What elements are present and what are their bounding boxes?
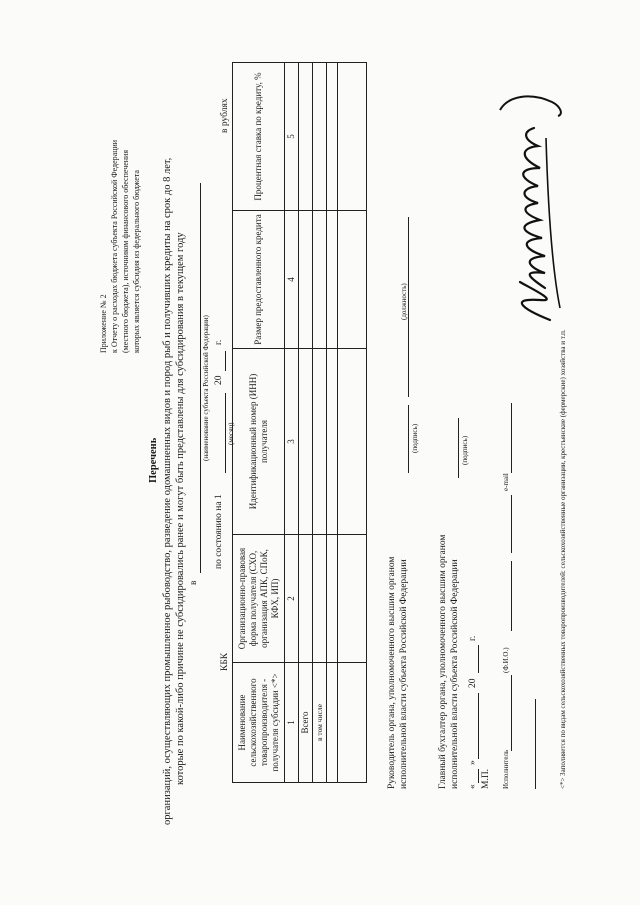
table-cell (299, 535, 313, 663)
table-cell (299, 63, 313, 211)
col-header-5: Процентная ставка по кредиту, % (233, 63, 285, 211)
table-cell (338, 535, 367, 663)
table-cell (338, 63, 367, 211)
executor-name-line (511, 675, 512, 751)
footnote-separator (535, 699, 536, 789)
date-close-quote: » (468, 760, 478, 765)
region-line (200, 183, 201, 573)
seal-placeholder: М.П. (481, 768, 491, 789)
col-number-5: 5 (285, 63, 299, 211)
col-number-3: 3 (285, 349, 299, 535)
month-line (225, 393, 226, 473)
col-header-1: Наименование сельскохозяйственного товаропроизводителя - получателя субсидии <*> (233, 663, 285, 783)
col-number-1: 1 (285, 663, 299, 783)
footnote: <*> Заполняется по видам сельскохозяйственных товаропроизводителей: сельскохозяйственные организации, крестьянские (фермерские) хозяйства и т.п. (559, 329, 567, 789)
table-cell (313, 211, 327, 349)
month-caption: (месяц) (227, 422, 235, 445)
region-caption: (наименование субъекта Российской Федерации) (202, 315, 210, 461)
accountant-label-2: исполнительной власти субъекта Российской Федерации (450, 559, 460, 789)
head-signature-line (408, 405, 409, 473)
accountant-signature-caption: (подпись) (461, 435, 469, 465)
executor-email-label: e-mail (502, 473, 510, 491)
document-subtitle-2: которые по какой-либо причине не субсидировались ранее и могут быть представлены для субсидирования в текущем году (175, 232, 186, 785)
table-cell (327, 535, 338, 663)
executor-label: Исполнитель (502, 749, 510, 789)
date-year-suffix: г. (468, 635, 478, 641)
accountant-label-1: Главный бухгалтер органа, уполномоченного высшим органом (438, 534, 448, 789)
total-row-label: Всего (299, 663, 313, 783)
table-cell (327, 663, 338, 783)
table-cell (338, 349, 367, 535)
document-subtitle-1: организаций, осуществляющих промышленное рыбоводство, разведение одомашненных видов и пород рыб и получивших кредиты на срок до 8 лет, (162, 157, 173, 825)
col-number-4: 4 (285, 211, 299, 349)
appendix-line-4: которых является субсидия из федерального бюджета (132, 170, 141, 353)
rotated-document (20, 13, 620, 893)
appendix-line-3: (местного бюджета), источником финансового обеспечения (121, 149, 130, 353)
table-cell (299, 211, 313, 349)
including-row-label: в том числе (313, 663, 327, 783)
table-cell (327, 349, 338, 535)
appendix-header (98, 140, 142, 353)
head-label-1: Руководитель органа, уполномоченного высшим органом (387, 556, 397, 789)
year-suffix: г. (214, 339, 224, 345)
table-cell (338, 663, 367, 783)
date-open-quote: « (468, 784, 478, 789)
kbk-label: КБК (220, 652, 230, 671)
handwritten-signature-icon (490, 78, 580, 328)
accountant-signature-line (458, 418, 459, 478)
recipients-table (232, 63, 367, 783)
executor-extra-line (511, 495, 512, 553)
col-header-3: Идентификационный номер (ИНН) получателя (233, 349, 285, 535)
day-line (478, 769, 479, 783)
table-cell (313, 63, 327, 211)
head-position-caption: (должность) (400, 283, 408, 320)
year-prefix: 20 (214, 375, 224, 385)
col-header-4: Размер предоставленного кредита (233, 211, 285, 349)
appendix-line-1: Приложение № 2 (99, 294, 108, 353)
table-cell (327, 211, 338, 349)
executor-name-caption: (Ф.И.О.) (502, 647, 510, 673)
table-cell (299, 349, 313, 535)
units-label: в рублях (220, 98, 230, 133)
head-signature-caption: (подпись) (411, 423, 419, 453)
col-header-2: Организационно-правовая форма получателя (СХО, организация АПК, СПоК, КФХ, ИП) (233, 535, 285, 663)
col-number-2: 2 (285, 535, 299, 663)
table-cell (327, 63, 338, 211)
date-year-line (478, 645, 479, 673)
in-prefix: в (189, 580, 199, 585)
table-cell (338, 211, 367, 349)
table-cell (313, 535, 327, 663)
executor-email-line (511, 403, 512, 473)
head-position-line (408, 217, 409, 397)
executor-phone-line (511, 561, 512, 631)
document-title: Перечень (148, 437, 159, 483)
head-label-2: исполнительной власти субъекта Российской Федерации (399, 559, 409, 789)
year-line (225, 351, 226, 371)
table-cell (313, 349, 327, 535)
appendix-line-2: к Отчету о расходах бюджета субъекта Российской Федерации (110, 139, 119, 353)
date-month-line (478, 693, 479, 759)
as-of-label: по состоянию на 1 (214, 494, 224, 569)
date-year-prefix: 20 (468, 678, 478, 688)
